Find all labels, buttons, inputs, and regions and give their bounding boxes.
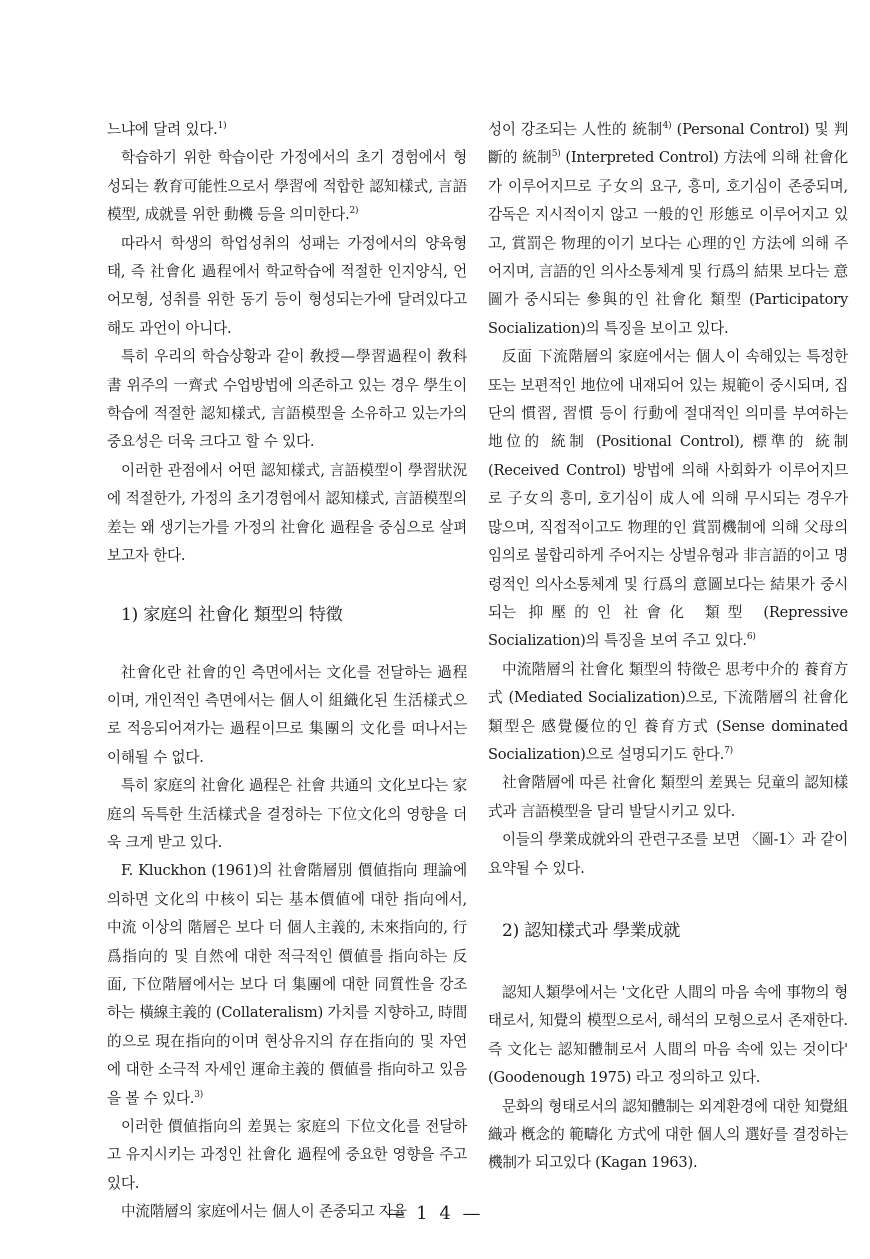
paragraph xyxy=(107,857,467,1113)
paragraph-text: 反面 下流階層의 家庭에서는 個人이 속해있는 특정한 또는 보편적인 地位에 내재되어 있는 規範이 중시되며, 집단의 慣習, 習慣 등이 行動에 절대적인 의미를 부여하는 地位的 統制 (Positional Control), 標準的 統制 (Received Control) 방법에 의해 사회화가 이루어지므로 子女의 흥미, 호기심이 成人에 의해 무시되는 경우가 많으며, 직접적이고도 物理的인 賞罰機制에 의해 父母의 임의로 불합리하게 주어지는 상벌유형과 非言語的이고 명령적인 의사소통체계 및 行爲의 意圖보다는 結果가 중시되는 抑壓的인 社會化 類型 (Repressive Socialization)의 특징을 보여 주고 있다. xyxy=(488,348,848,650)
paragraph-text: 느냐에 달려 있다. xyxy=(107,121,218,138)
footnote-ref: 4) xyxy=(662,121,672,132)
right-column xyxy=(488,116,848,1178)
left-column xyxy=(107,116,467,1227)
footnote-ref: 5) xyxy=(551,149,561,160)
paragraph-text: (Personal Control) 및 判斷的 統制 xyxy=(488,121,848,167)
paragraph: 中流階層의 家庭에서는 個人이 존중되고 자율 xyxy=(121,1203,407,1221)
paragraph: 認知人類學에서는 '文化란 人間의 마음 속에 事物의 형태로서, 知覺의 模型으로서, 해석의 모형으로서 존재한다. 즉 文化는 認知體制로서 人間의 마음 속에 있는 것이다' (Goodenough 1975) 라고 정의하고 있다. xyxy=(488,983,848,1087)
paragraph xyxy=(488,343,848,655)
paragraph: 社會化란 社會的인 측면에서는 文化를 전달하는 過程이며, 개인적인 측면에서는 個人이 組織化된 生活樣式으로 적응되어져가는 過程이므로 集團의 文化를 떠나서는 이해될 수 없다. xyxy=(107,663,467,766)
paragraph xyxy=(488,656,848,770)
paragraph-continuation xyxy=(107,116,467,144)
paragraph: 이러한 價値指向의 差異는 家庭의 下位文化를 전달하고 유지시키는 과정인 社會化 過程에 중요한 영향을 주고 있다. xyxy=(107,1118,467,1192)
footnote-ref: 7) xyxy=(724,746,733,757)
paragraph-text: (Interpreted Control) 方法에 의해 社會化가 이루어지므로 子女의 요구, 흥미, 호기심이 존중되며, 감독은 지시적이지 않고 一般的인 形態로 이루어지고 있고, 賞罰은 物理的이기 보다는 心理的인 方法에 의해 주어지며, 言語的인 의사소통체계 및 行爲의 結果 보다는 意圖가 중시되는 參與的인 社會化 類型 (Participatory Socialization)의 특징을 보이고 있다. xyxy=(488,149,848,337)
paragraph: 이들의 學業成就와의 관련구조를 보면 〈圖-1〉과 같이 요약될 수 있다. xyxy=(488,831,848,877)
paragraph: 따라서 학생의 학업성취의 성패는 가정에서의 양육형태, 즉 社會化 過程에서 학교학습에 적절한 인지양식, 언어모형, 성취를 위한 동기 등이 형성되는가에 달려있다고 해도 과언이 아니다. xyxy=(107,234,467,337)
footnote-ref: 1) xyxy=(217,121,227,132)
paragraph xyxy=(107,144,467,229)
section-heading: 1) 家庭의 社會化 類型의 特徵 xyxy=(121,604,343,625)
paragraph-continuation xyxy=(488,116,848,343)
paragraph: 특히 우리의 학습상황과 같이 敎授—學習過程이 敎科書 위주의 一齊式 수업방법에 의존하고 있는 경우 學生이 학습에 적절한 認知樣式, 言語模型을 소유하고 있는가의 중요성은 더욱 크다고 할 수 있다. xyxy=(107,348,467,451)
paragraph-text: F. Kluckhon (1961)의 社會階層別 價値指向 理論에 의하면 文化의 中核이 되는 基本價値에 대한 指向에서, 中流 이상의 階層은 보다 더 個人主義的, 未來指向的, 行爲指向的 및 自然에 대한 적극적인 價値를 指向하는 反面, 下位階層에서는 보다 더 集團에 대한 同質性을 강조하는 橫線主義的 (Collateralism) 가치를 지향하고, 時間的으로 現在指向的이며 현상유지의 存在指向的 및 자연에 대한 소극적 자세인 運命主義的 價値를 指向하고 있음을 볼 수 있다. xyxy=(107,862,467,1107)
paragraph: 社會階層에 따른 社會化 類型의 差異는 兒童의 認知樣式과 言語模型을 달리 발달시키고 있다. xyxy=(488,774,848,820)
page-number: — 1 4 — xyxy=(386,1203,484,1224)
paragraph: 이러한 관점에서 어떤 認知樣式, 言語模型이 學習狀況에 적절한가, 가정의 초기경험에서 認知樣式, 言語模型의 差는 왜 생기는가를 가정의 社會化 過程을 중심으로 살펴보고자 한다. xyxy=(107,461,467,565)
footnote-ref: 2) xyxy=(349,206,359,217)
footnote-ref: 3) xyxy=(194,1089,204,1100)
paragraph-text: 성이 강조되는 人性的 統制 xyxy=(488,121,663,138)
paragraph-text: 中流階層의 社會化 類型의 特徵은 思考中介的 養育方式 (Mediated Socialization)으로, 下流階層의 社會化 類型은 感覺優位的인 養育方式 (Sense dominated Socialization)으로 설명되기도 한다. xyxy=(488,660,848,763)
paragraph: 특히 家庭의 社會化 過程은 社會 共通의 文化보다는 家庭의 독특한 生活樣式을 결정하는 下位文化의 영향을 더욱 크게 받고 있다. xyxy=(107,777,467,851)
section-heading: 2) 認知樣式과 學業成就 xyxy=(502,920,681,941)
paragraph-text: 학습하기 위한 학습이란 가정에서의 초기 경험에서 형성되는 敎育可能性으로서 學習에 적합한 認知樣式, 言語模型, 成就를 위한 動機 등을 의미한다. xyxy=(107,149,467,224)
paragraph: 문화의 형태로서의 認知體制는 외계환경에 대한 知覺組織과 槪念的 範疇化 方式에 대한 個人의 選好를 결정하는 機制가 되고있다 (Kagan 1963). xyxy=(488,1097,848,1172)
footnote-ref: 6) xyxy=(746,632,756,643)
